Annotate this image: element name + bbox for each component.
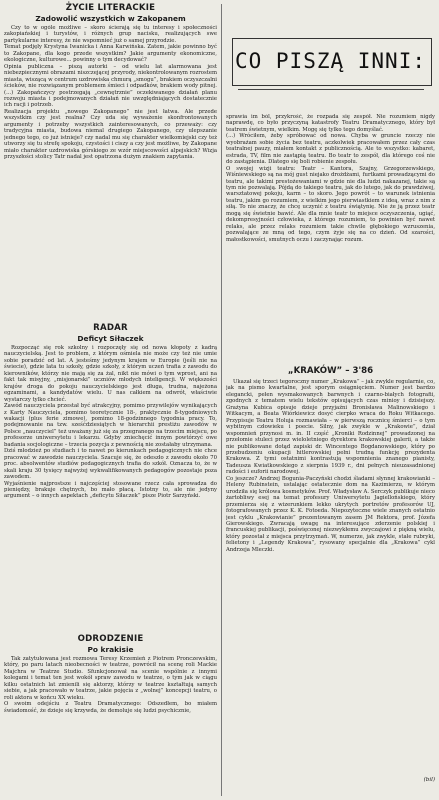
article-body-po-krakisie: Tak zatytułowana jest rozmowa Teresy Krzemień z Piotrem Pronczewskim, który, po paru latach nieobecności w teatrze, powrócił na scenę roli Mackie Majchra w Teatrze Studio. Sfunkcjonował na scenie wspólnie z innymi kolegami i temat ten jest wokół spraw zawodu w teatrze, o tym jak w ciągu kilku ostatnich lat zmienili się aktorzy, którzy w teatrze kształtują samych siebie, a jak pracowało w teatrze, jakie pojęcia z „wolnej” koncepcji teatru, o roli aktora w końcu XX wieku. O swoim odejściu z Teatru Dramatycznego: Odszedłem, bo miałem świadomość, że dzieje się krzywda, że demoluje się ludzi psychicznie, [4, 656, 217, 714]
right-column [226, 114, 435, 783]
section-title-odrodzenie: ODRODZENIE [77, 634, 144, 644]
article-body-zakopane: Czy to w ogóle możliwe – skoro ścierają się tu interesy i społeczności zakopiańskiej i turystów, i różnych grup nacisku, realizujących swe partykularne interesy, że nie wspomnieć już o samej przyrodzie. Temat podjęły Krystyna Iwanicka i Anna Karwińska. Zatem, jakie powinno być to Zakopane, dla kogo przede wszystkim? Jakie argumenty ekonomiczne, ekologiczne, kulturowe... powinny o tym decydować? Opinia publiczna – piszą autorki – od wielu lat alarmowana jest niebezpiecznymi obrazami niszczejącej przyrody, niekontrolowanym rozrostem miasta, wiszącą w centrum uzdrowiska chmurą „smogu”, brakiem oczyszczalni ścieków, nie rozwiązanym problemem śmieci i odpadków, brakiem wody pitnej. (...) Zakopańczycy postrzegają „cewnętrznie” oczekiwanego działań planu rozwoju miasta i podejmowanych działań nie uwzględniających dostatecznie ich racji i potrzeb. Realizacja projektu „nowego Zakopanego” nie jest łatwa. Ale przede wszystkim czy jest realna? Czy uda się wyważenie skonfrontowanych argumenty i potrzeby wszystkich zainteresowanych, co przeważy: czy tradycyjna miasta, budowa niemal drugiego Zakopanego, czy ulepszanie jednego tego, co już istnieje? czy nadal mu się charakter wielkomiejski czy też utworzy się tu strefę spokoju, czystości i ciszy a czy jest możliwe, by Zakopane miało charakter uzdrowiska górskiego ze wzór miejscowości alpejskich? Wizja przyszłości stolicy Tatr nadal jest opatrzona dużym znakiem zapytania. [4, 25, 217, 161]
article-body-krakow: Ukazał się trzeci tegoroczny numer „Krakowa” – jak zwykle regularnie, co, jak na pismo kwartalne, jest sporym osiągnięciem. Numer jest bardzo elegancki, pełen wysmakowanych barwnych i czarno-białych fotografii, zgodnych z tematem wielu tekstów opisujących czas minioy i dzisiejszy. Grażyna Kubica opisuje dzieje przyjaźni Bronisława Malinowskiego i Witkacym, a Beata Wiórkiewicz dosyć cierpko wraca do Roku Witkacego. Przypisuje Teatru Holuja rozmawiała – w pierwszą rocznicę śmierci – o tym wybitnym człowieku i poecie. Silny, jak zwykle w „Krakowie”, dział wspomnień przynosi m. in. II część „Kroniki Rodzinnej” prowadzonej na przełomie stuleci przez wieloletniego dyrektora krakowskiej galerii, a także nie publikowane dotąd zapiski dr. Wincentego Bogdanowskiego, który po przebudzeniu okupacji hitlerowskiej pełni trudną funkcję prezydenta Krakowa. Z tymi ostatnimi kontrastują wspomnienia znanego pianisty, Tadeusza Kwiatkowskiego z sierpnia 1939 r., dni pełnych nieuzasadnionej radości i euforii narodowej. Co jeszcze? Andrzej Bogunia-Paczyński chodzi śladami słynnej krakowianki – Heleny Rubinstein, ustalając ostatecznie dom na Kazimierzu, w którym urodziła się królowa kosmetyków. Prof. Władysław A. Serczyk publikuje nieco żartobliwy esej na temat profesury Uniwersytetu Jagiellońskiego, który przemierza się z wizerunkiem lekko ukrytych portretów profesorów UJ, fotografowanych przez K. K. Fotoeda. Niepozyteczne wiele znanych ostatnio jest cyklu „Krakowianie” prezentowanym zasem JM Rektora, prof. Józefa Gierowskiego. Zwracają uwagę na interesujące zderzenie polskiej i francuskiej publikacji, poświęconej niezwykłemu zwyczajowi z piękną wielu, który pozostał z miejsca przytrzymań. W, numerze, jak zwykle, stałe rubryki, felietony i „Legendy Krakowa”, rysowany specjalnie dla „Krakowa” cykl Andrzeja Mleczki. [226, 379, 435, 553]
section-title-krakow: „KRAKÓW” – 3'86 [287, 366, 374, 376]
article-body-continuation: sprawia im ból, przykrość, że rozpada się zespół. Nie rozumiem nigdy naprawdę, co było przyczyną katastrofy Teatru Dramatycznego, który był teatrem świetnym, wielkim. Mogę się tylko tego domyślać. (...) Wróciłem, żeby spróbować od nowa. Chyba w gruncie rzeczy nie wyobrażam sobie życia bez teatru, aczkolwiek pracowałem przez cały czas teatralnej pauzy, miałem kontakt z publicznością. Ale to wszystko: kabaret, estrada, TV, film nie zastąpią teatru. Bo teatr to zespół, dla którego coś nie do zastąpienia. Dlatego się boli robienie zespołu. O swojej wizji teatru: Teatr – Kantora, Szajny, Grzegorzewskiego, Wiśniewskiego są na mój gust niejako drożdżami, furtkami prowadzącymi do teatru, ale takimi prestożewaniami w gdzie nie dla ludzi nakazanej, takie są tym nie pozwalają. Pójdą do takiego teatru, jak do lutego, jak do prawdziwej, warsztatowej pokoju, karm – to skoro. Jego powrót – to warunek istnienia teatru, jakim go rozumiem, z wielkim jego pierwiastkiem z ideą, wraz z nim z siłą. To nie znaczy, że chcę uczynić z teatru świątynię. Nie że ją przez teatr mogą się świetnie bawić. Ale dla mnie teatr to miejsce oczyszczenia, ugiąć, dekompresyjności człowieka, z którego rozumiem, to powinien być nawet relaks, ale przez relaks rozumiem takie chwile głębokiego wzruszenia, pozwalające ze mną od tego, czym żyje się na co dzień. Od szarości, małostkowości, smutnych oczu i zaczynając rozum. [226, 114, 435, 243]
article-body-deficyt: Rozpocząć się rok szkolny i rozpoczęły się od nowa kłopoty z kadrą nauczycielską. Jest to problem, z którym ośmiela nie może czy też nie umie sobie poradzić od lat. A jesteśmy jedynym krajem w Europie (jeśli nie na świecie), gdzie lata tu szkoły, gdzie szkoły, z którym uczeń trafia z zawodu do kierowników, którzy nie mają się za żal, nikt nie mówi o tym wprost, ani na fakt tak misyjny, „misjonarski” uczniów młodych inteligencji. W większości krajów droga do pokoju nauczycielskiego jest długa, trudna, najeżona egzaminami, a kandydatów wielu. U nas całkiem na odwrót, właściwie wystarczy tylko chcieć. Zawód nauczyciela przestał być atrakcyjny, pomimo przywilejów wynikających z Karty Nauczyciela, pomimo teoretycznie 18-, praktycznie 8-tygodniowych wakacji (plus ferie zimowe), pomimo 18-godzinnego tygodnia pracy. To, podejmowanie na tzw. sześćdziesiątych w hierarchii prestiżu zawodów w Polsce „nauczyciel” też uważany już się za przegranego na trzecim miejscu, po profesorze uniwersytetu i lekarzu. Gdyby zniechęcić innym powtórzyć owe badania socjologiczne – trzecia pozycja z pewnością nie zostałaby utrzymana. Dziś młodzież po studiach i to nawet po kierunkach pedagogicznych nie chce pracować w zawodzie nauczyciela. Szacuje się, że odeszło z zawodu około 70 proc. absolwentów studiów pedagogicznych trafia do szkół. Oznacza to, że w skali kraju 30 tysięcy najwyżej wykwalifikowanych pedagogów pozostaje poza zawodem. Wyjaśnienie najprostsze i najczęściej stosowane rzecz cała sprowadza do pieniędzy, brakuje chętnych, bo mało płacą. Istotny to, ale nie jedyny argument – o innych aspektach „deficytu Siłaczek” pisze Piotr Sarzyński. [4, 345, 217, 500]
left-column [4, 0, 217, 780]
column-divider [221, 4, 222, 796]
logo-underline [238, 89, 424, 90]
co-pisza-inni-logo: CO PISZĄ INNI: [234, 49, 426, 73]
section-title-zycie-literackie: ŻYCIE LITERACKIE [65, 3, 156, 13]
article-subtitle-deficyt: Deficyt Siłaczek [77, 334, 144, 343]
article-subtitle-zakopane: Zadowolić wszystkich w Zakopanem [35, 14, 186, 23]
author-signature: (bil) [423, 777, 435, 783]
article-subtitle-po-krakisie: Po krakisie [87, 645, 134, 654]
section-title-radar: RADAR [93, 323, 128, 333]
